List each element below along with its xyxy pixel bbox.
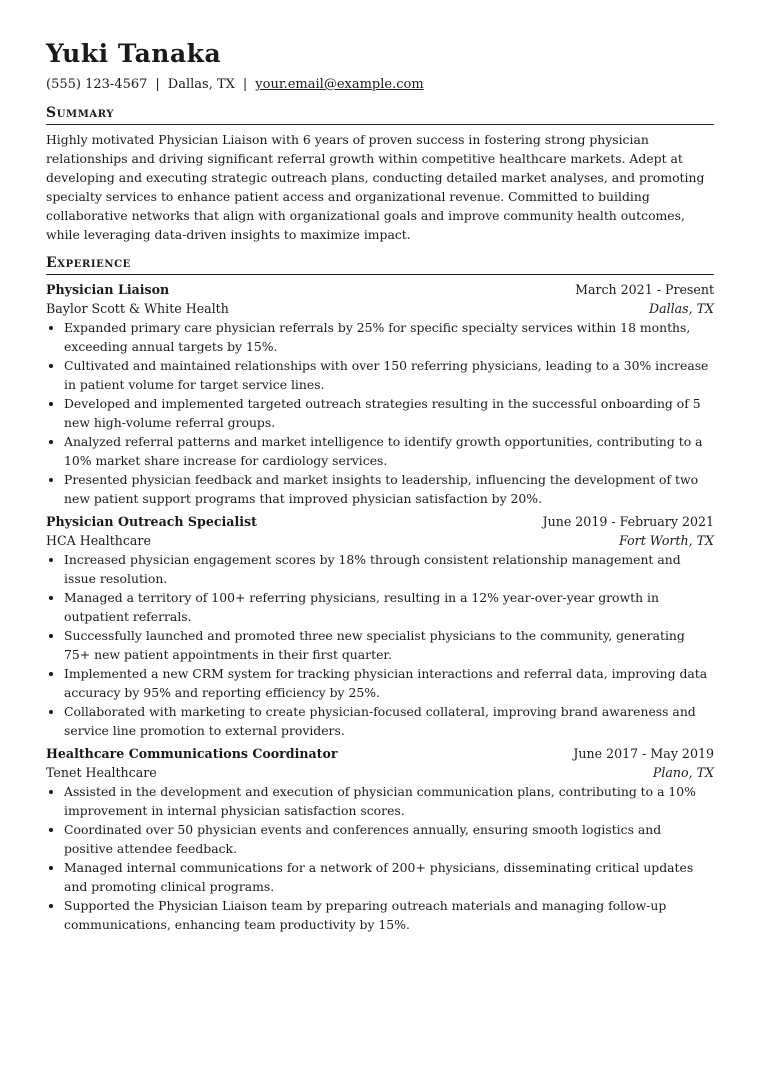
summary-heading: Summary <box>46 104 714 125</box>
list-item: • Managed a territory of 100+ referring physicians, resulting in a 12% year-over-year growth in outpatient referrals. <box>64 588 714 626</box>
job-dates: June 2019 - February 2021 <box>542 514 714 529</box>
experience-list <box>46 280 714 934</box>
job-title: Healthcare Communications Coordinator <box>46 746 338 761</box>
list-item: • Collaborated with marketing to create physician-focused collateral, improving brand awareness and service line promotion to external providers. <box>64 702 714 740</box>
summary-text: Highly motivated Physician Liaison with 6 years of proven success in fostering strong physician relationships and driving significant referral growth within competitive healthcare markets. Adept at developing and executing strategic outreach plans, conducting detailed market analyses, and promoting specialty services to enhance patient access and organizational revenue. Committed to building collaborative networks that align with organizational goals and improve community health outcomes, while leveraging data-driven insights to maximize impact. <box>46 132 705 242</box>
phone-number: (555) 123-4567 <box>46 77 148 92</box>
job-location: Plano, TX <box>652 765 714 780</box>
email-link[interactable]: your.email@example.com <box>255 77 424 92</box>
list-item: • Managed internal communications for a network of 200+ physicians, disseminating critical updates and promoting clinical programs. <box>64 858 714 896</box>
contact-separator: | <box>155 77 160 92</box>
job-bullets <box>46 318 714 508</box>
job-entry <box>46 744 714 934</box>
job-company: Baylor Scott & White Health <box>46 301 229 316</box>
list-item: • Successfully launched and promoted three new specialist physicians to the community, generating 75+ new patient appointments in their first quarter. <box>64 626 714 664</box>
list-item: • Supported the Physician Liaison team by preparing outreach materials and managing follow-up communications, enhancing team productivity by 15%. <box>64 896 714 934</box>
contact-line <box>46 76 714 94</box>
job-title: Physician Outreach Specialist <box>46 514 257 529</box>
list-item: • Presented physician feedback and market insights to leadership, influencing the development of two new patient support programs that improved physician satisfaction by 20%. <box>64 470 714 508</box>
job-bullets <box>46 550 714 740</box>
list-item: • Cultivated and maintained relationships with over 150 referring physicians, leading to a 30% increase in patient volume for target service lines. <box>64 356 714 394</box>
list-item: • Increased physician engagement scores by 18% through consistent relationship management and issue resolution. <box>64 550 714 588</box>
list-item: • Assisted in the development and execution of physician communication plans, contributing to a 10% improvement in internal physician satisfaction scores. <box>64 782 714 820</box>
job-entry <box>46 280 714 508</box>
job-bullets <box>46 782 714 934</box>
list-item: • Implemented a new CRM system for tracking physician interactions and referral data, improving data accuracy by 95% and reporting efficiency by 25%. <box>64 664 714 702</box>
list-item: • Expanded primary care physician referrals by 25% for specific specialty services within 18 months, exceeding annual targets by 15%. <box>64 318 714 356</box>
job-company: Tenet Healthcare <box>46 765 157 780</box>
job-title: Physician Liaison <box>46 282 170 297</box>
job-dates: June 2017 - May 2019 <box>573 746 714 761</box>
list-item: • Developed and implemented targeted outreach strategies resulting in the successful onboarding of 5 new high-volume referral groups. <box>64 394 714 432</box>
experience-heading: Experience <box>46 254 714 275</box>
job-location: Fort Worth, TX <box>619 533 714 548</box>
list-item: • Coordinated over 50 physician events and conferences annually, ensuring smooth logistics and positive attendee feedback. <box>64 820 714 858</box>
location: Dallas, TX <box>167 77 235 92</box>
job-location: Dallas, TX <box>648 301 714 316</box>
job-entry <box>46 512 714 740</box>
job-dates: March 2021 - Present <box>575 282 714 297</box>
candidate-name: Yuki Tanaka <box>46 39 222 68</box>
job-company: HCA Healthcare <box>46 533 151 548</box>
list-item: • Analyzed referral patterns and market intelligence to identify growth opportunities, contributing to a 10% market share increase for cardiology services. <box>64 432 714 470</box>
contact-separator: | <box>242 77 248 92</box>
